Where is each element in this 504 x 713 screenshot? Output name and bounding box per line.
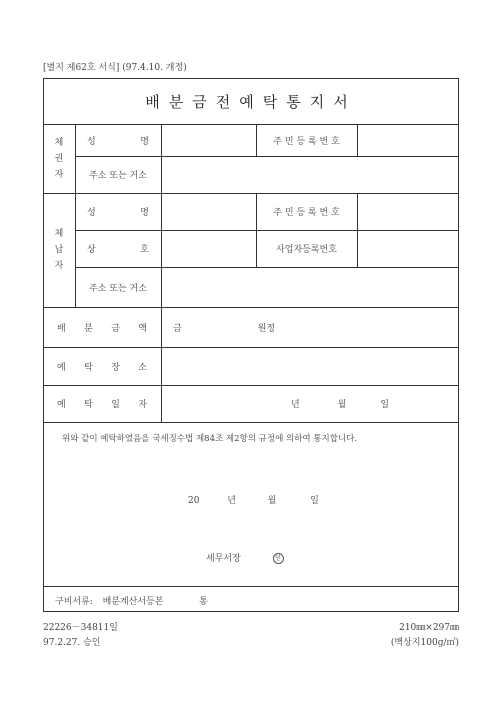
place-char: 소 xyxy=(138,362,147,373)
row-divider xyxy=(43,586,459,587)
amount-char: 배 xyxy=(57,323,66,334)
row-divider xyxy=(43,422,459,423)
attachments-label: 구비서류: xyxy=(55,597,93,607)
form-number: [별지 제62호 서식] (97.4.10. 개정) xyxy=(43,63,187,73)
date-char: 탁 xyxy=(84,400,93,410)
date-year: 년 xyxy=(290,400,300,410)
taxpayer-bizno-label: 사업자등록번호 xyxy=(276,245,337,255)
business-char-1: 상 xyxy=(87,245,96,255)
taxpayer-business-label xyxy=(75,230,161,267)
place-char: 탁 xyxy=(84,362,93,373)
name-char-2: 명 xyxy=(140,136,149,147)
business-char-2: 호 xyxy=(140,245,149,255)
place-label xyxy=(43,347,161,385)
form-title: 배분금전예탁통지서 xyxy=(145,92,357,111)
amount-char: 분 xyxy=(84,323,93,334)
creditor-section-label: 체 권 자 xyxy=(54,137,64,180)
amount-suffix: 원정 xyxy=(257,323,276,334)
footer-size: 210㎜×297㎜ xyxy=(399,623,459,633)
date-field[interactable] xyxy=(161,385,459,422)
taxpayer-section-label: 체 납 자 xyxy=(54,229,64,271)
taxpayer-address-field[interactable] xyxy=(161,267,459,307)
name-char-1: 성 xyxy=(87,208,96,218)
taxpayer-business-field[interactable] xyxy=(161,230,256,267)
footer-approval: 97.2.27. 승인 xyxy=(43,638,101,648)
officer-label: 세무서장 xyxy=(206,554,241,564)
name-char-1: 성 xyxy=(87,136,96,147)
officer-signature xyxy=(206,551,284,564)
date-char: 일 xyxy=(111,400,120,410)
date-char: 자 xyxy=(138,400,147,410)
creditor-address-field[interactable] xyxy=(161,156,459,193)
taxpayer-name-field[interactable] xyxy=(161,193,256,230)
place-field[interactable] xyxy=(161,347,459,385)
creditor-address-label: 주소 또는 거소 xyxy=(89,171,147,181)
name-char-2: 명 xyxy=(140,208,149,218)
taxpayer-rrn-field[interactable] xyxy=(357,193,459,230)
creditor-rrn-label: 주 민 등 록 번 호 xyxy=(273,136,340,147)
amount-prefix: 금 xyxy=(173,323,182,334)
amount-label xyxy=(43,307,161,347)
date-month: 월 xyxy=(337,400,347,410)
place-char: 장 xyxy=(111,362,120,373)
creditor-rrn-field[interactable] xyxy=(357,124,459,156)
date-day: 일 xyxy=(380,400,390,410)
sign-date-year: 년 xyxy=(227,496,236,506)
sign-date-prefix: 20 xyxy=(188,496,200,506)
sign-date-month: 월 xyxy=(267,496,277,506)
sign-date xyxy=(188,493,319,506)
footer-code: 22226－34811일 xyxy=(43,623,118,633)
amount-char: 금 xyxy=(111,323,120,334)
sign-date-day: 일 xyxy=(310,496,319,506)
seal-icon: 인 xyxy=(273,553,284,564)
place-char: 예 xyxy=(57,362,66,373)
creditor-name-label xyxy=(75,124,161,156)
date-char: 예 xyxy=(57,400,66,410)
amount-char: 액 xyxy=(138,323,147,334)
notice-text: 위와 같이 예탁하였음을 국세징수법 제84조 제2항의 규정에 의하여 통지합니다. xyxy=(62,434,358,444)
footer-paper: (백상지100g/㎡) xyxy=(390,638,459,648)
taxpayer-address-label: 주소 또는 거소 xyxy=(89,283,147,294)
taxpayer-rrn-label: 주 민 등 록 번 호 xyxy=(273,208,340,218)
attachments xyxy=(55,594,208,607)
attachments-item: 배분계산서등본 xyxy=(102,597,164,607)
amount-field[interactable] xyxy=(161,307,459,347)
taxpayer-bizno-field[interactable] xyxy=(357,230,459,267)
taxpayer-name-label xyxy=(75,193,161,230)
creditor-name-field[interactable] xyxy=(161,124,256,156)
attachments-unit: 통 xyxy=(199,597,208,607)
date-label xyxy=(43,385,161,422)
